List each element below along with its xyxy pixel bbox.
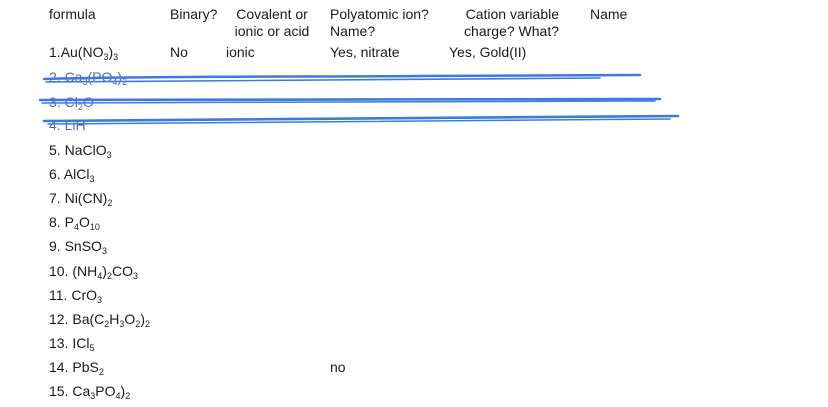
formula-text: ) xyxy=(120,383,126,399)
formula-subscript: 5 xyxy=(89,343,95,353)
formula-subscript: 4 xyxy=(115,391,121,401)
formula-subscript: 3 xyxy=(82,77,88,87)
polyatomic-cell: no xyxy=(330,359,346,375)
formula-subscript: 3 xyxy=(89,174,95,184)
formula-subscript: 4 xyxy=(73,222,79,232)
formula-text: Ni(CN) xyxy=(60,190,108,206)
header-cation-line2: charge? What? xyxy=(464,23,559,39)
formula-subscript: 2 xyxy=(122,77,128,87)
cation-cell: Yes, Gold(II) xyxy=(449,44,527,60)
formula-subscript: 2 xyxy=(104,319,110,329)
formula-text: ICl xyxy=(68,335,90,351)
formula-subscript: 3 xyxy=(119,319,125,329)
formula-text: PbS xyxy=(68,359,99,375)
formula-subscript: 2 xyxy=(106,271,112,281)
formula-text: H xyxy=(109,311,120,327)
formula-text: Au(NO xyxy=(60,44,104,60)
formula-text: ) xyxy=(102,263,107,279)
formula-subscript: 2 xyxy=(125,391,131,401)
formula-subscript: 3 xyxy=(106,150,112,160)
formula-text: Ca xyxy=(68,383,91,399)
formula-text: (PO xyxy=(87,69,113,85)
formula-text: Ca xyxy=(60,69,83,85)
formula-subscript: 3 xyxy=(101,246,107,256)
formula-text: PO xyxy=(95,383,116,399)
formula-subscript: 10 xyxy=(89,222,100,232)
covalent-cell: ionic xyxy=(226,44,255,60)
row-number: 4. xyxy=(49,117,61,133)
strike-line-row-3 xyxy=(40,99,660,100)
row-number: 1. xyxy=(49,44,61,60)
formula-text: AlCl xyxy=(60,166,90,182)
row-number: 8. xyxy=(49,214,61,230)
formula-subscript: 3 xyxy=(97,295,103,305)
formula-subscript: 4 xyxy=(97,271,103,281)
formula-subscript: 4 xyxy=(112,77,118,87)
formula-text: O xyxy=(124,311,136,327)
formula-subscript: 3 xyxy=(90,391,96,401)
row-number: 13. xyxy=(49,335,69,351)
header-cation-line1: Cation variable xyxy=(465,6,559,22)
formula-text: Cl xyxy=(60,94,78,110)
polyatomic-cell: Yes, nitrate xyxy=(330,44,400,60)
row-number: 15. xyxy=(49,383,69,399)
formula-text: SnSO xyxy=(60,238,102,254)
formula-text: CrO xyxy=(67,287,97,303)
header-polyatomic-line1: Polyatomic ion? xyxy=(330,6,429,22)
header-covalent-line2: ionic or acid xyxy=(234,23,310,39)
row-number: 6. xyxy=(49,166,61,182)
formula-subscript: 2 xyxy=(145,319,151,329)
formula-text: ) xyxy=(117,69,123,85)
formula-text: P xyxy=(60,214,74,230)
header-name: Name xyxy=(590,6,628,22)
formula-text: (NH xyxy=(68,263,98,279)
row-number: 7. xyxy=(49,190,61,206)
formula-subscript: 2 xyxy=(107,198,113,208)
row-number: 2. xyxy=(49,69,61,85)
formula-text: ) xyxy=(108,44,114,60)
row-number: 3. xyxy=(49,94,61,110)
formula-subscript: 3 xyxy=(132,271,138,281)
formula-text: O xyxy=(82,94,94,110)
binary-cell: No xyxy=(170,44,188,60)
strike-line-row-3b xyxy=(42,101,655,103)
row-number: 14. xyxy=(49,359,69,375)
formula-subscript: 2 xyxy=(98,367,104,377)
header-polyatomic-line2: Name? xyxy=(330,23,376,39)
formula-text: LiH xyxy=(60,117,86,133)
formula-text: O xyxy=(78,214,90,230)
row-number: 12. xyxy=(49,311,69,327)
formula-subscript: 3 xyxy=(103,52,109,62)
row-number: 9. xyxy=(49,238,61,254)
formula-subscript: 2 xyxy=(77,102,83,112)
formula-text: NaClO xyxy=(60,142,107,158)
header-formula: formula xyxy=(49,6,96,22)
header-covalent-line1: Covalent or xyxy=(236,6,308,22)
row-number: 10. xyxy=(49,263,69,279)
row-number: 5. xyxy=(49,142,61,158)
header-binary: Binary? xyxy=(170,6,218,22)
formula-text: ) xyxy=(140,311,145,327)
formula-text: Ba(C xyxy=(68,311,105,327)
formula-subscript: 2 xyxy=(135,319,141,329)
formula-subscript: 3 xyxy=(113,52,119,62)
formula-text: CO xyxy=(111,263,133,279)
row-number: 11. xyxy=(49,287,68,303)
